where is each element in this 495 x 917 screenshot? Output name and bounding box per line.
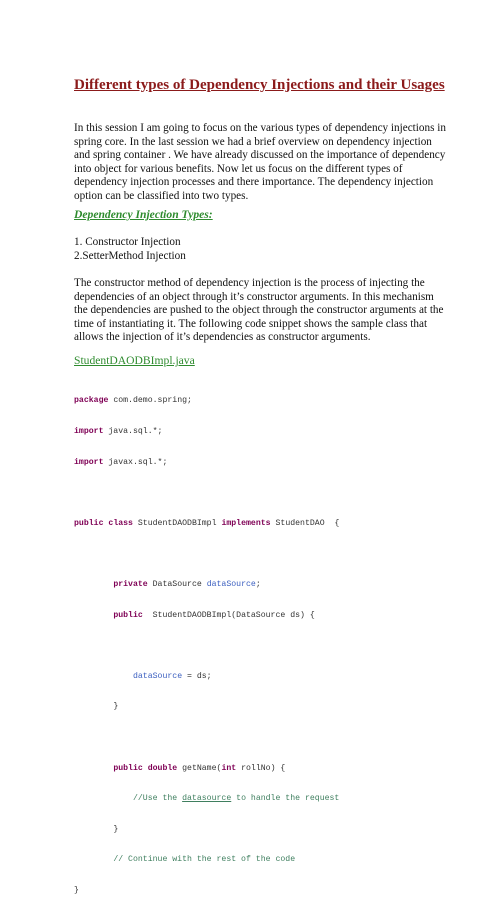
code-comment: // Continue with the rest of the code [113,855,296,865]
document-title: Different types of Dependency Injections and their Usages [74,77,445,93]
code-blank-line [74,488,339,498]
code-text: com.demo.spring; [108,396,192,406]
code-line [74,580,339,590]
code-text: StudentDAO { [270,518,340,528]
code-line [74,458,339,468]
list-item: 1. Constructor Injection [74,236,181,248]
code-comment: datasource [182,794,232,804]
code-field: dataSource [132,671,183,681]
code-blank-line [74,641,339,651]
code-text: StudentDAODBImpl [132,518,222,528]
code-comment: //Use the [132,794,183,804]
code-line [74,611,339,621]
injection-types-list [74,236,186,263]
code-keyword: class [108,518,133,528]
code-text: java.sql.*; [103,427,163,436]
code-text: javax.sql.*; [103,457,168,467]
code-blank-line [74,733,339,743]
code-line [74,825,339,835]
code-line [74,794,339,804]
code-line [74,886,339,896]
code-keyword: import [74,427,104,436]
code-text: DataSource [147,579,207,589]
code-keyword: int [221,763,237,773]
code-text: ; [255,579,261,589]
code-filename-link[interactable]: StudentDAODBImpl.java [74,354,195,367]
code-field: dataSource [206,579,256,589]
code-line [74,519,339,529]
code-line [74,855,339,865]
code-text: } [74,885,79,895]
code-keyword: import [74,457,104,467]
code-keyword: package [74,396,109,406]
code-line [74,702,339,712]
section-heading: Dependency Injection Types: [74,208,213,221]
code-text: = ds; [182,671,212,681]
intro-paragraph: In this session I am going to focus on the various types of dependency injections in spring core. In the last session we had a brief overview on dependency injection and spring container . We have already discussed on the importance of dependency into object for various benefits. Now let us focus on the different types of dependency injection processes and there importance. The dependency injection option can be classified into two types. [74,122,446,202]
code-snippet [74,376,339,917]
code-keyword: implements [221,518,271,528]
code-text: StudentDAODBImpl(DataSource ds) { [142,610,315,620]
code-line [74,764,339,774]
code-keyword: public [113,610,143,620]
code-keyword: public [74,518,104,528]
list-item: 2.SetterMethod Injection [74,249,186,262]
code-keyword: double [147,763,178,773]
code-text: rollNo) { [236,763,286,773]
code-line [74,672,339,682]
code-text: } [113,702,119,712]
code-line [74,396,339,406]
constructor-paragraph: The constructor method of dependency injection is the process of injecting the dependencies of an object through it’s constructor arguments. In this mechanism the dependencies are pushed to the object through the constructor arguments at the time of instantiating it. The following code snippet shows the sample class that allows the injection of it’s dependencies as constructor arguments. [74,277,444,344]
code-comment: to handle the request [231,794,340,804]
code-text: getName( [177,763,222,773]
code-keyword: private [113,579,148,589]
code-line [74,427,339,437]
code-blank-line [74,549,339,559]
code-keyword: public [113,763,143,773]
code-text: } [113,824,119,834]
